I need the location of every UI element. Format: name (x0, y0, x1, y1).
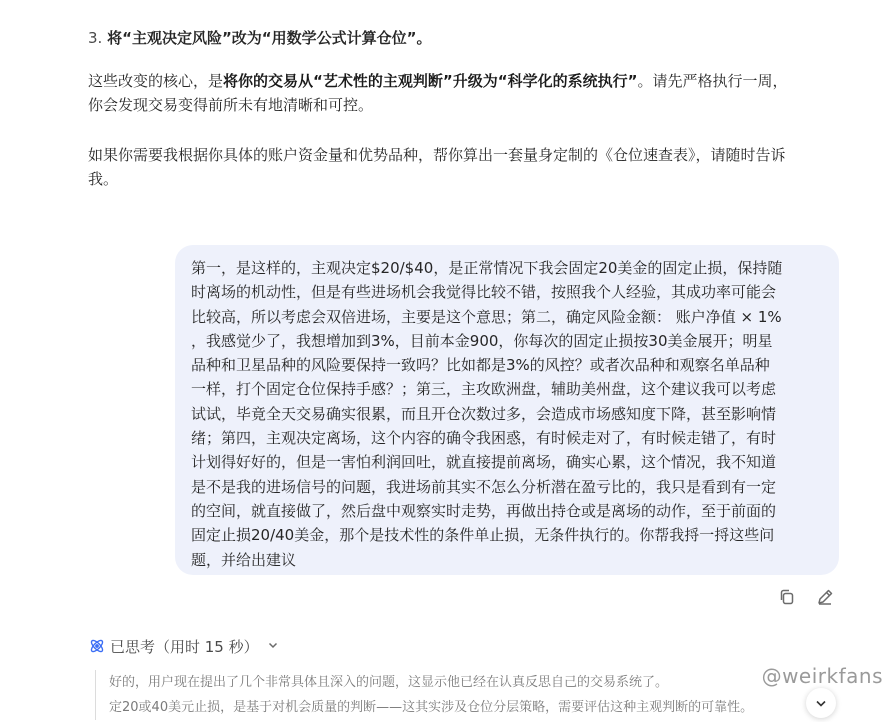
user-message-line: 是不是我的进场信号的问题，我进场前其实不怎么分析潜在盈亏比的，我只是看到有一定 (191, 477, 777, 496)
user-message-line: 试试，毕竟全天交易确实很累，而且开仓次数过多，会造成市场感知度下降，甚至影响情 (191, 404, 777, 423)
thinking-line: 定20或40美元止损，是基于对机会质量的判断——这其实涉及仓位分层策略，需要评估这种主观判断的可靠性。 (109, 700, 754, 715)
user-message-line: 计划得好好的，但是一害怕利润回吐，就直接提前离场，确实心累，这个情况，我不知道 (191, 453, 777, 472)
user-message-line: 时离场的机动性，但是有些进场机会我觉得比较不错，按照我个人经验，其成功率可能会 (191, 283, 777, 302)
user-message-line: 绪；第四，主观决定离场，这个内容的确令我困惑，有时候走对了，有时候走错了，有时 (191, 429, 777, 448)
user-message-line: 比较高，所以考虑会双倍进场，主要是这个意思；第二，确定风险金额： 账户净值 × 1% (191, 307, 782, 326)
user-message-line: 第一，是这样的，主观决定$20/$40，是正常情况下我会固定20美金的固定止损，保持随 (191, 259, 783, 277)
point-number: 3. (88, 29, 108, 47)
edit-icon[interactable] (815, 587, 835, 607)
user-message-bubble (175, 245, 839, 575)
user-message-line: 固定止损20/40美金，那个是技术性的条件单止损，无条件执行的。你帮我捋一捋这些问 (191, 526, 775, 545)
answer-offer-paragraph (88, 143, 858, 191)
answer-core-paragraph (88, 69, 858, 117)
core-suffix: 。请先严格执行一周， (637, 72, 788, 90)
answer-point-3 (88, 26, 858, 50)
thinking-label: 已思考（用时 15 秒） (110, 637, 259, 656)
core-line-2: 你会发现交易变得前所未有地清晰和可控。 (88, 96, 374, 114)
point-3-text: 将“主观决定风险”改为“用数学公式计算仓位”。 (107, 29, 432, 47)
scroll-down-button[interactable] (806, 688, 836, 718)
atom-icon (88, 637, 106, 655)
chevron-down-icon (267, 639, 283, 654)
thinking-content (95, 670, 893, 720)
core-prefix: 这些改变的核心，是 (88, 72, 224, 90)
core-bold: 将你的交易从“艺术性的主观判断”升级为“科学化的系统执行” (223, 72, 638, 90)
offer-line-1: 如果你需要我根据你具体的账户资金量和优势品种，帮你算出一套量身定制的《仓位速查表》，请随时告诉 (88, 146, 786, 164)
user-message-line: 品种和卫星品种的风险要保持一致吗？比如都是3%的风控？或者次品种和观察名单品种 (191, 356, 770, 375)
copy-icon[interactable] (777, 587, 797, 607)
thinking-line: 好的，用户现在提出了几个非常具体且深入的问题，这显示他已经在认真反思自己的交易系统了。 (109, 675, 669, 690)
arrow-down-icon (814, 696, 828, 710)
thinking-toggle[interactable] (88, 634, 283, 658)
watermark-text: @weirkfans (761, 664, 883, 688)
user-message-line: 一样，打个固定仓位保持手感？；第三，主攻欧洲盘，辅助美州盘，这个建议我可以考虑 (191, 380, 777, 399)
user-message-line: ，我感觉少了，我想增加到3%，目前本金900，你每次的固定止损按30美金展开；明星 (191, 331, 773, 350)
offer-line-2: 我。 (88, 170, 119, 188)
user-message-line: 的空间，就直接做了，然后盘中观察实时走势，再做出持仓或是离场的动作，至于前面的 (191, 501, 777, 520)
user-message-line: 题，并给出建议 (191, 550, 297, 569)
